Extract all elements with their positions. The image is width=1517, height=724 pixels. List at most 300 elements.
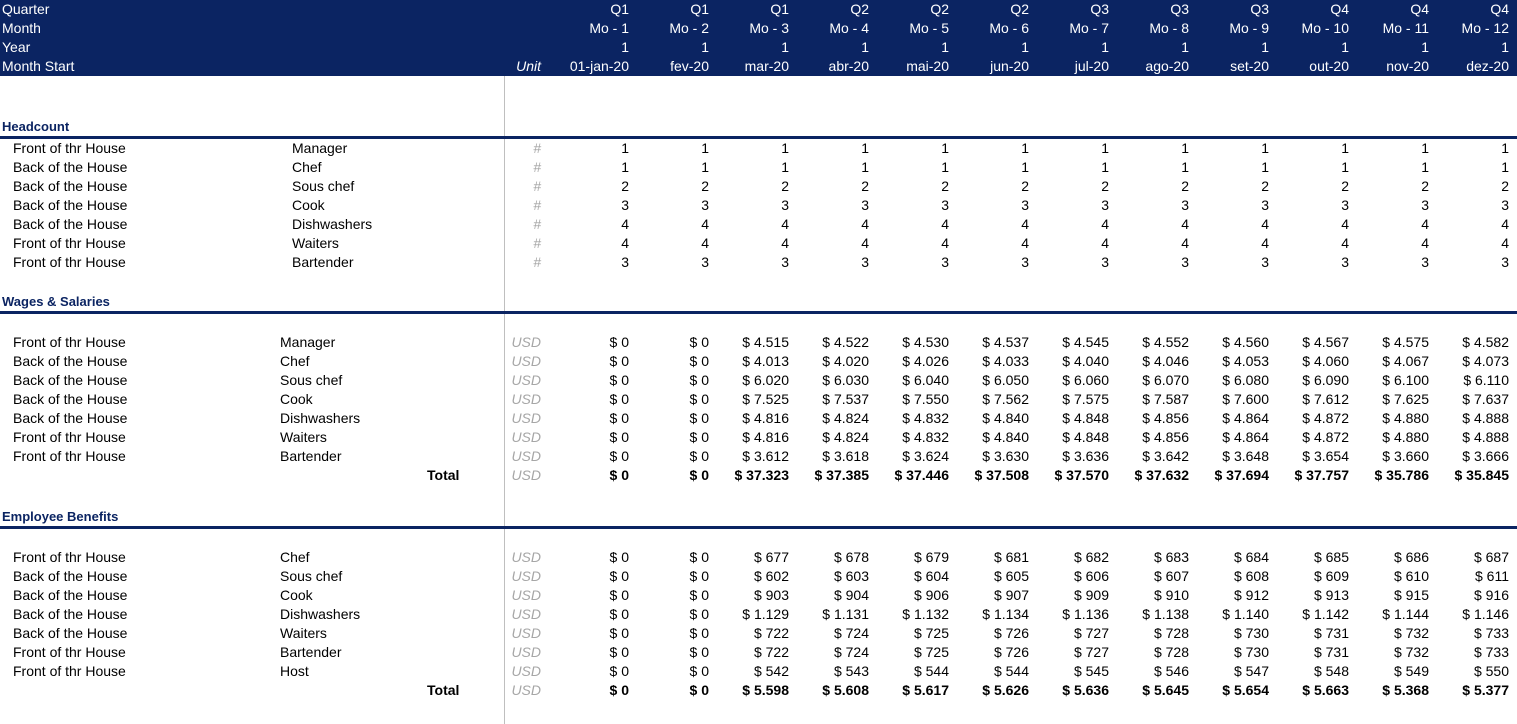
value-cell[interactable]: 3 — [861, 254, 869, 270]
value-cell[interactable]: $ 545 — [1073, 663, 1109, 679]
value-cell[interactable]: 4 — [941, 216, 949, 232]
value-cell[interactable]: 4 — [1101, 235, 1109, 251]
value-cell[interactable]: $ 904 — [833, 587, 869, 603]
value-cell[interactable]: $ 0 — [609, 625, 629, 641]
header-cell[interactable]: ago-20 — [1145, 58, 1189, 74]
value-cell[interactable]: $ 4.560 — [1222, 334, 1269, 350]
header-cell[interactable]: fev-20 — [670, 58, 709, 74]
header-cell[interactable]: 1 — [1421, 39, 1429, 55]
value-cell[interactable]: $ 0 — [609, 587, 629, 603]
value-cell[interactable]: $ 7.537 — [822, 391, 869, 407]
value-cell[interactable]: $ 4.545 — [1062, 334, 1109, 350]
value-cell[interactable]: $ 0 — [689, 606, 709, 622]
value-cell[interactable]: $ 682 — [1073, 549, 1109, 565]
value-cell[interactable]: $ 4.888 — [1462, 410, 1509, 426]
value-cell[interactable]: $ 4.515 — [742, 334, 789, 350]
value-cell[interactable]: $ 681 — [993, 549, 1029, 565]
header-cell[interactable]: Mo - 1 — [589, 20, 629, 36]
value-cell[interactable]: 4 — [781, 235, 789, 251]
value-cell[interactable]: $ 550 — [1473, 663, 1509, 679]
header-cell[interactable]: Q1 — [690, 1, 709, 17]
value-cell[interactable]: $ 1.142 — [1302, 606, 1349, 622]
header-cell[interactable]: jul-20 — [1074, 58, 1109, 74]
value-cell[interactable]: 1 — [1181, 159, 1189, 175]
total-cell[interactable]: $ 5.636 — [1062, 682, 1109, 698]
value-cell[interactable]: 2 — [941, 178, 949, 194]
value-cell[interactable]: $ 6.050 — [982, 372, 1029, 388]
header-cell[interactable]: Mo - 7 — [1069, 20, 1109, 36]
value-cell[interactable]: $ 604 — [913, 568, 949, 584]
value-cell[interactable]: $ 544 — [913, 663, 949, 679]
value-cell[interactable]: $ 3.630 — [982, 448, 1029, 464]
value-cell[interactable]: 3 — [1101, 254, 1109, 270]
value-cell[interactable]: $ 7.600 — [1222, 391, 1269, 407]
total-cell[interactable]: $ 5.608 — [822, 682, 869, 698]
value-cell[interactable]: $ 4.582 — [1462, 334, 1509, 350]
header-cell[interactable]: Q1 — [770, 1, 789, 17]
value-cell[interactable]: 4 — [1101, 216, 1109, 232]
value-cell[interactable]: $ 544 — [993, 663, 1029, 679]
header-cell[interactable]: Mo - 8 — [1149, 20, 1189, 36]
value-cell[interactable]: $ 3.666 — [1462, 448, 1509, 464]
value-cell[interactable]: $ 7.637 — [1462, 391, 1509, 407]
value-cell[interactable]: $ 4.567 — [1302, 334, 1349, 350]
value-cell[interactable]: 2 — [701, 178, 709, 194]
header-cell[interactable]: 01-jan-20 — [569, 58, 629, 74]
value-cell[interactable]: 1 — [1101, 159, 1109, 175]
header-cell[interactable]: 1 — [1101, 39, 1109, 55]
value-cell[interactable]: 3 — [1021, 197, 1029, 213]
value-cell[interactable]: $ 910 — [1153, 587, 1189, 603]
value-cell[interactable]: $ 3.618 — [822, 448, 869, 464]
value-cell[interactable]: $ 4.033 — [982, 353, 1029, 369]
value-cell[interactable]: $ 916 — [1473, 587, 1509, 603]
value-cell[interactable]: 1 — [701, 140, 709, 156]
value-cell[interactable]: $ 0 — [609, 372, 629, 388]
total-cell[interactable]: $ 37.757 — [1294, 467, 1349, 483]
value-cell[interactable]: $ 3.624 — [902, 448, 949, 464]
value-cell[interactable]: 1 — [1341, 140, 1349, 156]
value-cell[interactable]: 4 — [1261, 235, 1269, 251]
value-cell[interactable]: $ 732 — [1393, 625, 1429, 641]
value-cell[interactable]: $ 7.625 — [1382, 391, 1429, 407]
header-cell[interactable]: 1 — [781, 39, 789, 55]
total-cell[interactable]: $ 5.663 — [1302, 682, 1349, 698]
value-cell[interactable]: $ 6.020 — [742, 372, 789, 388]
value-cell[interactable]: $ 4.832 — [902, 410, 949, 426]
header-cell[interactable]: Mo - 6 — [989, 20, 1029, 36]
value-cell[interactable]: $ 733 — [1473, 625, 1509, 641]
value-cell[interactable]: $ 0 — [609, 549, 629, 565]
header-cell[interactable]: Q2 — [1010, 1, 1029, 17]
value-cell[interactable]: $ 4.537 — [982, 334, 1029, 350]
value-cell[interactable]: $ 0 — [689, 448, 709, 464]
value-cell[interactable]: $ 733 — [1473, 644, 1509, 660]
value-cell[interactable]: 3 — [621, 197, 629, 213]
value-cell[interactable]: $ 0 — [609, 429, 629, 445]
header-cell[interactable]: mai-20 — [906, 58, 949, 74]
value-cell[interactable]: 1 — [1261, 159, 1269, 175]
value-cell[interactable]: 3 — [1501, 254, 1509, 270]
value-cell[interactable]: $ 543 — [833, 663, 869, 679]
value-cell[interactable]: $ 724 — [833, 644, 869, 660]
value-cell[interactable]: 3 — [941, 197, 949, 213]
value-cell[interactable]: $ 4.522 — [822, 334, 869, 350]
value-cell[interactable]: $ 542 — [753, 663, 789, 679]
value-cell[interactable]: $ 0 — [689, 372, 709, 388]
total-cell[interactable]: $ 0 — [609, 467, 629, 483]
value-cell[interactable]: 2 — [1421, 178, 1429, 194]
value-cell[interactable]: $ 686 — [1393, 549, 1429, 565]
value-cell[interactable]: $ 3.648 — [1222, 448, 1269, 464]
header-cell[interactable]: set-20 — [1230, 58, 1269, 74]
value-cell[interactable]: $ 687 — [1473, 549, 1509, 565]
header-cell[interactable]: 1 — [1261, 39, 1269, 55]
value-cell[interactable]: $ 722 — [753, 625, 789, 641]
total-cell[interactable]: $ 35.786 — [1374, 467, 1429, 483]
value-cell[interactable]: $ 0 — [689, 353, 709, 369]
header-cell[interactable]: Mo - 12 — [1461, 20, 1509, 36]
header-cell[interactable]: Q4 — [1330, 1, 1349, 17]
value-cell[interactable]: $ 4.864 — [1222, 429, 1269, 445]
value-cell[interactable]: 3 — [1181, 197, 1189, 213]
value-cell[interactable]: $ 546 — [1153, 663, 1189, 679]
header-cell[interactable]: Q3 — [1090, 1, 1109, 17]
value-cell[interactable]: $ 1.140 — [1222, 606, 1269, 622]
header-cell[interactable]: 1 — [621, 39, 629, 55]
value-cell[interactable]: 1 — [701, 159, 709, 175]
value-cell[interactable]: 2 — [1341, 178, 1349, 194]
header-cell[interactable]: out-20 — [1309, 58, 1349, 74]
value-cell[interactable]: $ 1.129 — [742, 606, 789, 622]
value-cell[interactable]: 4 — [1421, 216, 1429, 232]
value-cell[interactable]: $ 685 — [1313, 549, 1349, 565]
total-cell[interactable]: $ 37.323 — [734, 467, 789, 483]
header-cell[interactable]: jun-20 — [990, 58, 1029, 74]
value-cell[interactable]: 2 — [781, 178, 789, 194]
value-cell[interactable]: 3 — [1341, 254, 1349, 270]
value-cell[interactable]: $ 726 — [993, 625, 1029, 641]
value-cell[interactable]: $ 0 — [689, 410, 709, 426]
value-cell[interactable]: 4 — [621, 235, 629, 251]
value-cell[interactable]: 3 — [701, 197, 709, 213]
value-cell[interactable]: $ 0 — [609, 568, 629, 584]
value-cell[interactable]: $ 7.575 — [1062, 391, 1109, 407]
header-cell[interactable]: mar-20 — [744, 58, 789, 74]
value-cell[interactable]: 3 — [621, 254, 629, 270]
header-cell[interactable]: Mo - 11 — [1382, 20, 1429, 36]
header-cell[interactable]: Q3 — [1170, 1, 1189, 17]
value-cell[interactable]: 3 — [781, 197, 789, 213]
value-cell[interactable]: $ 903 — [753, 587, 789, 603]
value-cell[interactable]: 2 — [1101, 178, 1109, 194]
value-cell[interactable]: 3 — [781, 254, 789, 270]
header-cell[interactable]: 1 — [1341, 39, 1349, 55]
value-cell[interactable]: $ 0 — [689, 334, 709, 350]
value-cell[interactable]: $ 912 — [1233, 587, 1269, 603]
value-cell[interactable]: $ 4.816 — [742, 410, 789, 426]
value-cell[interactable]: $ 678 — [833, 549, 869, 565]
value-cell[interactable]: $ 4.880 — [1382, 410, 1429, 426]
value-cell[interactable]: $ 725 — [913, 625, 949, 641]
value-cell[interactable]: 4 — [1261, 216, 1269, 232]
value-cell[interactable]: $ 547 — [1233, 663, 1269, 679]
header-cell[interactable]: 1 — [1021, 39, 1029, 55]
value-cell[interactable]: 2 — [621, 178, 629, 194]
value-cell[interactable]: $ 4.880 — [1382, 429, 1429, 445]
value-cell[interactable]: 3 — [701, 254, 709, 270]
value-cell[interactable]: 1 — [621, 159, 629, 175]
value-cell[interactable]: 1 — [1261, 140, 1269, 156]
header-cell[interactable]: Q2 — [850, 1, 869, 17]
value-cell[interactable]: $ 4.040 — [1062, 353, 1109, 369]
value-cell[interactable]: $ 727 — [1073, 644, 1109, 660]
value-cell[interactable]: $ 731 — [1313, 625, 1349, 641]
value-cell[interactable]: $ 0 — [689, 391, 709, 407]
value-cell[interactable]: $ 0 — [689, 663, 709, 679]
value-cell[interactable]: $ 611 — [1475, 568, 1509, 584]
value-cell[interactable]: 1 — [1101, 140, 1109, 156]
total-cell[interactable]: $ 0 — [689, 467, 709, 483]
value-cell[interactable]: 2 — [861, 178, 869, 194]
value-cell[interactable]: 3 — [1341, 197, 1349, 213]
header-cell[interactable]: Q4 — [1490, 1, 1509, 17]
value-cell[interactable]: 4 — [1501, 235, 1509, 251]
value-cell[interactable]: 4 — [941, 235, 949, 251]
value-cell[interactable]: $ 730 — [1233, 625, 1269, 641]
value-cell[interactable]: 3 — [1421, 254, 1429, 270]
value-cell[interactable]: $ 730 — [1233, 644, 1269, 660]
value-cell[interactable]: $ 727 — [1073, 625, 1109, 641]
value-cell[interactable]: $ 684 — [1233, 549, 1269, 565]
value-cell[interactable]: $ 549 — [1393, 663, 1429, 679]
total-cell[interactable]: $ 37.508 — [974, 467, 1029, 483]
value-cell[interactable]: $ 4.046 — [1142, 353, 1189, 369]
value-cell[interactable]: 2 — [1261, 178, 1269, 194]
total-cell[interactable]: $ 5.654 — [1222, 682, 1269, 698]
value-cell[interactable]: 4 — [1341, 235, 1349, 251]
value-cell[interactable]: 4 — [621, 216, 629, 232]
value-cell[interactable]: 1 — [621, 140, 629, 156]
value-cell[interactable]: 3 — [1261, 197, 1269, 213]
value-cell[interactable]: $ 0 — [609, 353, 629, 369]
header-cell[interactable]: Mo - 9 — [1229, 20, 1269, 36]
value-cell[interactable]: $ 913 — [1313, 587, 1349, 603]
value-cell[interactable]: $ 4.575 — [1382, 334, 1429, 350]
value-cell[interactable]: 1 — [1501, 159, 1509, 175]
value-cell[interactable]: 2 — [1021, 178, 1029, 194]
header-cell[interactable]: dez-20 — [1466, 58, 1509, 74]
value-cell[interactable]: $ 4.832 — [902, 429, 949, 445]
value-cell[interactable]: $ 3.642 — [1142, 448, 1189, 464]
value-cell[interactable]: $ 7.550 — [902, 391, 949, 407]
header-cell[interactable]: nov-20 — [1386, 58, 1429, 74]
value-cell[interactable]: $ 0 — [689, 644, 709, 660]
header-cell[interactable]: Q3 — [1250, 1, 1269, 17]
value-cell[interactable]: 4 — [781, 216, 789, 232]
value-cell[interactable]: 4 — [1421, 235, 1429, 251]
value-cell[interactable]: 4 — [861, 216, 869, 232]
total-cell[interactable]: $ 37.694 — [1214, 467, 1269, 483]
value-cell[interactable]: $ 907 — [993, 587, 1029, 603]
header-cell[interactable]: Q4 — [1410, 1, 1429, 17]
value-cell[interactable]: $ 4.816 — [742, 429, 789, 445]
value-cell[interactable]: $ 1.131 — [822, 606, 869, 622]
value-cell[interactable]: $ 7.525 — [742, 391, 789, 407]
value-cell[interactable]: $ 6.030 — [822, 372, 869, 388]
header-cell[interactable]: 1 — [1181, 39, 1189, 55]
total-cell[interactable]: $ 0 — [609, 682, 629, 698]
value-cell[interactable]: $ 6.060 — [1062, 372, 1109, 388]
value-cell[interactable]: 4 — [701, 235, 709, 251]
value-cell[interactable]: $ 4.872 — [1302, 410, 1349, 426]
value-cell[interactable]: $ 609 — [1313, 568, 1349, 584]
value-cell[interactable]: $ 7.562 — [982, 391, 1029, 407]
total-cell[interactable]: $ 35.845 — [1454, 467, 1509, 483]
value-cell[interactable]: $ 605 — [993, 568, 1029, 584]
value-cell[interactable]: $ 602 — [753, 568, 789, 584]
value-cell[interactable]: $ 4.026 — [902, 353, 949, 369]
value-cell[interactable]: 3 — [1021, 254, 1029, 270]
value-cell[interactable]: $ 1.132 — [902, 606, 949, 622]
value-cell[interactable]: $ 4.888 — [1462, 429, 1509, 445]
header-cell[interactable]: Mo - 10 — [1301, 20, 1349, 36]
value-cell[interactable]: $ 915 — [1393, 587, 1429, 603]
value-cell[interactable]: 1 — [1341, 159, 1349, 175]
value-cell[interactable]: 1 — [781, 159, 789, 175]
value-cell[interactable]: 1 — [861, 140, 869, 156]
value-cell[interactable]: $ 732 — [1393, 644, 1429, 660]
value-cell[interactable]: $ 677 — [753, 549, 789, 565]
value-cell[interactable]: 4 — [701, 216, 709, 232]
value-cell[interactable]: $ 610 — [1393, 568, 1429, 584]
value-cell[interactable]: 1 — [941, 140, 949, 156]
value-cell[interactable]: $ 4.060 — [1302, 353, 1349, 369]
value-cell[interactable]: $ 724 — [833, 625, 869, 641]
value-cell[interactable]: $ 4.824 — [822, 429, 869, 445]
value-cell[interactable]: $ 4.840 — [982, 429, 1029, 445]
value-cell[interactable]: 1 — [1421, 159, 1429, 175]
value-cell[interactable]: $ 728 — [1153, 625, 1189, 641]
value-cell[interactable]: $ 603 — [833, 568, 869, 584]
value-cell[interactable]: $ 4.856 — [1142, 429, 1189, 445]
value-cell[interactable]: 4 — [1021, 235, 1029, 251]
value-cell[interactable]: $ 548 — [1313, 663, 1349, 679]
total-cell[interactable]: $ 5.368 — [1382, 682, 1429, 698]
value-cell[interactable]: $ 725 — [913, 644, 949, 660]
value-cell[interactable]: $ 1.136 — [1062, 606, 1109, 622]
total-cell[interactable]: $ 37.446 — [894, 467, 949, 483]
value-cell[interactable]: $ 1.146 — [1462, 606, 1509, 622]
value-cell[interactable]: $ 1.134 — [982, 606, 1029, 622]
total-cell[interactable]: $ 5.598 — [742, 682, 789, 698]
value-cell[interactable]: $ 4.013 — [742, 353, 789, 369]
value-cell[interactable]: 3 — [1101, 197, 1109, 213]
total-cell[interactable]: $ 5.645 — [1142, 682, 1189, 698]
value-cell[interactable]: 1 — [1421, 140, 1429, 156]
value-cell[interactable]: 4 — [1181, 235, 1189, 251]
value-cell[interactable]: $ 728 — [1153, 644, 1189, 660]
header-cell[interactable]: Q2 — [930, 1, 949, 17]
value-cell[interactable]: $ 4.552 — [1142, 334, 1189, 350]
value-cell[interactable]: $ 7.587 — [1142, 391, 1189, 407]
value-cell[interactable]: $ 4.872 — [1302, 429, 1349, 445]
value-cell[interactable]: $ 4.067 — [1382, 353, 1429, 369]
value-cell[interactable]: 3 — [1181, 254, 1189, 270]
value-cell[interactable]: $ 683 — [1153, 549, 1189, 565]
value-cell[interactable]: 3 — [1501, 197, 1509, 213]
value-cell[interactable]: $ 6.070 — [1142, 372, 1189, 388]
value-cell[interactable]: $ 0 — [609, 391, 629, 407]
header-cell[interactable]: Mo - 5 — [909, 20, 949, 36]
total-cell[interactable]: $ 0 — [689, 682, 709, 698]
value-cell[interactable]: $ 4.856 — [1142, 410, 1189, 426]
header-cell[interactable]: 1 — [941, 39, 949, 55]
value-cell[interactable]: 1 — [781, 140, 789, 156]
value-cell[interactable]: $ 608 — [1233, 568, 1269, 584]
value-cell[interactable]: $ 0 — [609, 448, 629, 464]
value-cell[interactable]: $ 4.824 — [822, 410, 869, 426]
value-cell[interactable]: 2 — [1181, 178, 1189, 194]
value-cell[interactable]: $ 909 — [1073, 587, 1109, 603]
value-cell[interactable]: $ 6.080 — [1222, 372, 1269, 388]
value-cell[interactable]: $ 4.864 — [1222, 410, 1269, 426]
value-cell[interactable]: $ 6.110 — [1463, 372, 1509, 388]
value-cell[interactable]: $ 4.848 — [1062, 429, 1109, 445]
header-cell[interactable]: Mo - 3 — [749, 20, 789, 36]
value-cell[interactable]: 3 — [941, 254, 949, 270]
header-cell[interactable]: Q1 — [610, 1, 629, 17]
value-cell[interactable]: 2 — [1501, 178, 1509, 194]
header-cell[interactable]: Mo - 2 — [669, 20, 709, 36]
value-cell[interactable]: 1 — [1181, 140, 1189, 156]
value-cell[interactable]: 3 — [861, 197, 869, 213]
header-cell[interactable]: Mo - 4 — [829, 20, 869, 36]
value-cell[interactable]: $ 4.848 — [1062, 410, 1109, 426]
total-cell[interactable]: $ 37.385 — [814, 467, 869, 483]
value-cell[interactable]: $ 6.040 — [902, 372, 949, 388]
value-cell[interactable]: 1 — [861, 159, 869, 175]
value-cell[interactable]: 4 — [861, 235, 869, 251]
value-cell[interactable]: $ 722 — [753, 644, 789, 660]
value-cell[interactable]: 3 — [1261, 254, 1269, 270]
value-cell[interactable]: $ 0 — [689, 568, 709, 584]
header-cell[interactable]: 1 — [1501, 39, 1509, 55]
value-cell[interactable]: $ 0 — [689, 549, 709, 565]
value-cell[interactable]: $ 3.612 — [742, 448, 789, 464]
header-cell[interactable]: 1 — [861, 39, 869, 55]
value-cell[interactable]: 4 — [1181, 216, 1189, 232]
value-cell[interactable]: $ 4.020 — [822, 353, 869, 369]
value-cell[interactable]: $ 0 — [609, 606, 629, 622]
value-cell[interactable]: 1 — [1021, 140, 1029, 156]
value-cell[interactable]: $ 726 — [993, 644, 1029, 660]
value-cell[interactable]: 3 — [1421, 197, 1429, 213]
value-cell[interactable]: 1 — [941, 159, 949, 175]
value-cell[interactable]: $ 731 — [1313, 644, 1349, 660]
value-cell[interactable]: $ 0 — [609, 663, 629, 679]
value-cell[interactable]: $ 4.530 — [902, 334, 949, 350]
total-cell[interactable]: $ 5.377 — [1462, 682, 1509, 698]
value-cell[interactable]: $ 4.073 — [1462, 353, 1509, 369]
total-cell[interactable]: $ 5.617 — [902, 682, 949, 698]
value-cell[interactable]: 4 — [1501, 216, 1509, 232]
value-cell[interactable]: $ 0 — [689, 429, 709, 445]
value-cell[interactable]: 1 — [1501, 140, 1509, 156]
value-cell[interactable]: $ 0 — [609, 334, 629, 350]
value-cell[interactable]: $ 4.840 — [982, 410, 1029, 426]
value-cell[interactable]: $ 607 — [1153, 568, 1189, 584]
